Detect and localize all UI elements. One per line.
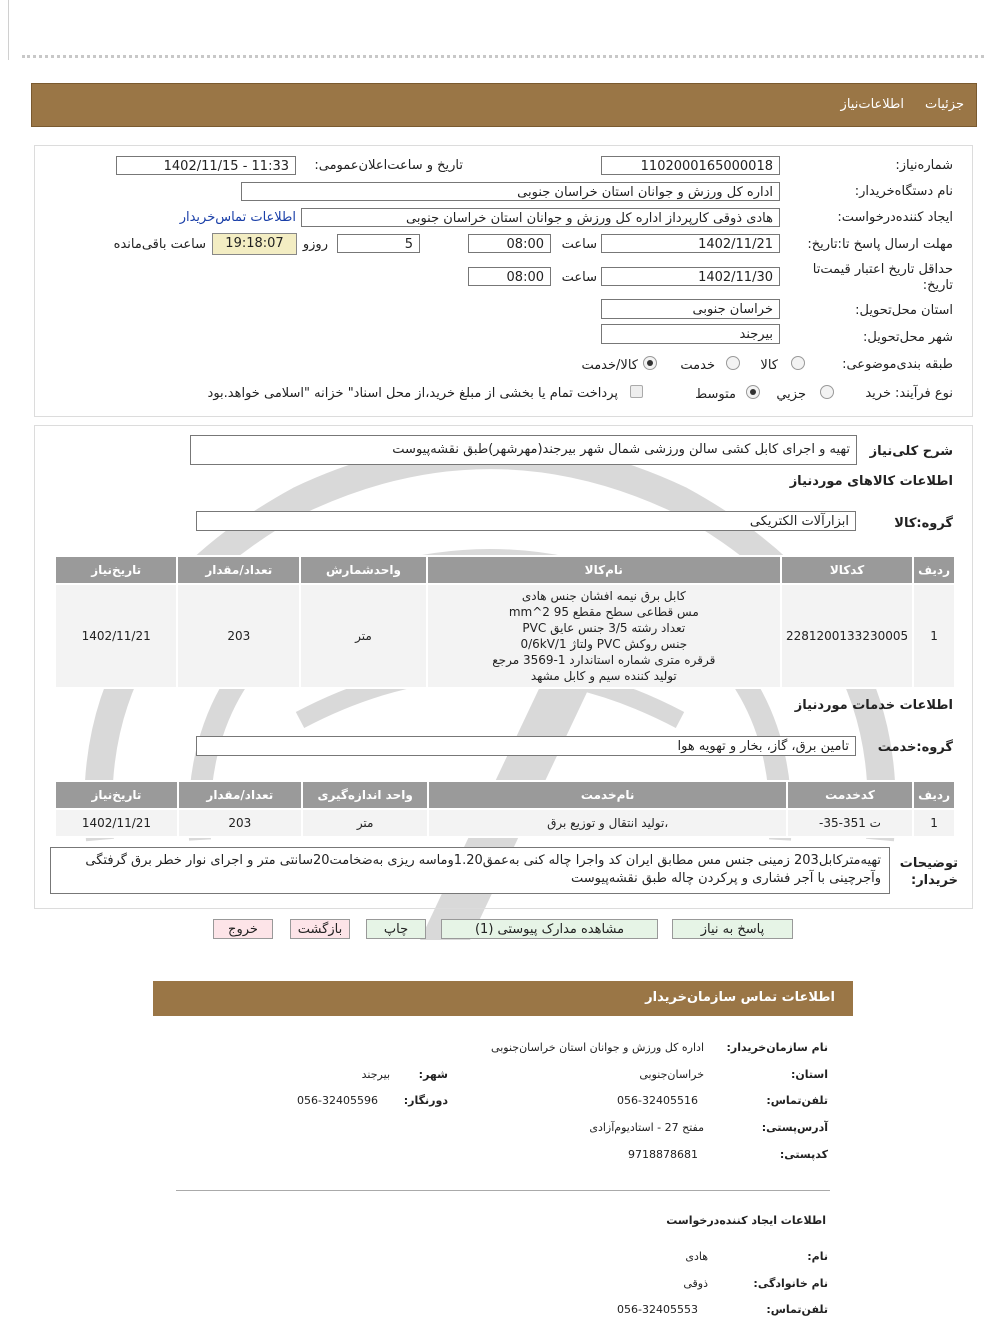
- province-field: خراسان جنوبی: [601, 299, 780, 319]
- header-bar: [31, 83, 977, 127]
- creator-label: ایجاد کننده‌درخواست:: [837, 210, 953, 225]
- row-index: 1: [914, 585, 954, 687]
- need-number-label: شماره‌نیاز:: [895, 158, 953, 173]
- goods-code: 2281200133230005: [782, 585, 912, 687]
- back-button[interactable]: بازگشت: [290, 919, 350, 939]
- service-code: ت 351-35-: [788, 810, 912, 836]
- table-row: [56, 585, 954, 687]
- contact-province-label: استان:: [791, 1068, 828, 1081]
- payment-note: پرداخت تمام یا بخشی از مبلغ خرید،از محل اسناد" خزانه "اسلامی خواهد.بود: [207, 386, 618, 401]
- price-validity-time-field: 08:00: [468, 267, 551, 286]
- summary-label: شرح کلی‌نیاز: [869, 444, 953, 459]
- creator-section-title: اطلاعات ایجاد کننده‌درخواست: [666, 1214, 826, 1227]
- goods-name-cell: [428, 585, 780, 687]
- radio-category-both[interactable]: [643, 356, 657, 370]
- creator-name-value: هادی: [685, 1250, 708, 1263]
- col-need-date: تاریخ‌نیاز: [56, 782, 177, 808]
- table-row: [56, 810, 954, 836]
- need-number-field: 1102000165000018: [601, 156, 780, 175]
- remaining-label: ساعت باقی‌مانده: [113, 237, 206, 252]
- print-button[interactable]: چاپ: [366, 919, 426, 939]
- service-group-field: تامین برق، گاز، بخار و تهویه هوا: [196, 736, 856, 756]
- process-buy-label: خرید: [865, 386, 891, 401]
- col-unit: واحد اندازه‌گیری: [303, 782, 428, 808]
- goods-table-header: [56, 557, 954, 583]
- exit-button[interactable]: خروج: [213, 919, 273, 939]
- tab-details[interactable]: جزئیات: [925, 97, 964, 112]
- contact-divider: [176, 1190, 830, 1191]
- deadline-time-label: ساعت: [561, 237, 597, 252]
- col-service-code: کدخدمت: [788, 782, 912, 808]
- cat-service-label: خدمت: [680, 358, 715, 373]
- col-qty: تعداد/مقدار: [179, 782, 301, 808]
- cat-both-label: کالا/خدمت: [581, 358, 638, 373]
- service-unit: متر: [303, 810, 428, 836]
- city-field: بیرجند: [601, 324, 780, 344]
- col-row: ردیف: [914, 782, 954, 808]
- contact-city-value: بیرجند: [361, 1068, 390, 1081]
- days-field: 5: [337, 234, 420, 253]
- buyer-org-field: اداره کل ورزش و جوانان استان خراسان جنوبی: [241, 182, 780, 201]
- goods-name-line: قرقره متری شماره استاندارد 1-3569 مرجع: [492, 653, 716, 667]
- reply-button[interactable]: پاسخ به نیاز: [672, 919, 793, 939]
- treasury-payment-checkbox[interactable]: [630, 385, 643, 398]
- creator-name-label: نام:: [807, 1250, 828, 1263]
- buyer-contact-link[interactable]: اطلاعات تماس‌خریدار: [179, 210, 296, 225]
- process-partial-label: جزیي: [776, 387, 806, 402]
- contact-phone-label: تلفن‌تماس:: [766, 1094, 828, 1107]
- goods-name-line: جنس روکش PVC ولتاژ 0/6kV/1: [520, 637, 688, 651]
- contact-province-value: خراسان‌جنوبی: [639, 1068, 704, 1081]
- province-label: استان محل‌تحویل:: [855, 303, 953, 318]
- service-group-label: گروه:خدمت: [877, 740, 953, 755]
- creator-phone-label: تلفن‌تماس:: [766, 1303, 828, 1316]
- contact-postal-value: 9718878681: [628, 1148, 698, 1161]
- col-service-name: نام‌خدمت: [429, 782, 785, 808]
- goods-name-line: تولید کننده سیم و کابل مشهد: [530, 669, 677, 683]
- price-validity-date-field: 1402/11/30: [601, 267, 780, 286]
- deadline-date-field: 1402/11/21: [601, 234, 780, 253]
- creator-family-label: نام خانوادگی:: [753, 1277, 828, 1290]
- col-qty: تعداد/مقدار: [178, 557, 299, 583]
- goods-table: [54, 555, 956, 689]
- announce-field: 1402/11/15 - 11:33: [116, 156, 296, 175]
- col-goods-name: نام‌کالا: [428, 557, 780, 583]
- contact-phone-value: 056-32405516: [617, 1094, 698, 1107]
- service-qty: 203: [179, 810, 301, 836]
- buyer-org-label: نام دستگاه‌خریدار:: [854, 184, 953, 199]
- radio-process-partial[interactable]: [820, 385, 834, 399]
- announce-label: تاریخ و ساعت‌اعلان‌عمومی:: [314, 158, 463, 173]
- radio-process-medium[interactable]: [746, 385, 760, 399]
- contact-city-label: شهر:: [418, 1068, 448, 1081]
- contact-fax-label: دورنگار:: [403, 1094, 448, 1107]
- contact-section-title: اطلاعات تماس سازمان‌خریدار: [645, 990, 835, 1005]
- view-attachments-button[interactable]: مشاهده مدارک پیوستی (1): [441, 919, 658, 939]
- radio-category-goods[interactable]: [791, 356, 805, 370]
- process-medium-label: متوسط: [695, 387, 736, 402]
- service-name: ،تولید انتقال و توزیع برق: [429, 810, 785, 836]
- price-validity-label: حداقل تاریخ اعتبار قیمت‌تا تاریخ:: [812, 262, 953, 293]
- goods-name-line: مس قطاعی سطح مقطع mm^2 95: [508, 605, 699, 619]
- service-need-date: 1402/11/21: [56, 810, 177, 836]
- days-label: روزو: [302, 237, 328, 252]
- col-unit: واحدشمارش: [301, 557, 425, 583]
- tab-need-info[interactable]: اطلاعات‌نیاز: [840, 97, 904, 112]
- process-label: نوع فرآیند:: [895, 386, 953, 401]
- creator-phone-value: 056-32405553: [617, 1303, 698, 1316]
- org-label: نام سازمان‌خریدار:: [726, 1041, 828, 1054]
- goods-group-field: ابزارآلات الکتریکی: [196, 511, 856, 531]
- col-row: ردیف: [914, 557, 954, 583]
- category-label: طبقه بندی‌موضوعی:: [842, 357, 953, 372]
- contact-address-label: آدرس‌پستی:: [761, 1121, 828, 1134]
- contact-fax-value: 056-32405596: [297, 1094, 378, 1107]
- goods-section-title: اطلاعات کالاهای موردنیاز: [789, 474, 953, 489]
- col-need-date: تاریخ‌نیاز: [56, 557, 176, 583]
- summary-field: تهیه و اجرای کابل کشی سالن ورزشی شمال شهر بیرجند(مهرشهر)طبق نقشه‌پیوست: [190, 435, 857, 465]
- cat-goods-label: کالا: [760, 358, 778, 373]
- goods-group-label: گروه:کالا: [894, 516, 953, 531]
- creator-family-value: ذوقی: [683, 1277, 708, 1290]
- creator-field: هادی ذوقی کارپرداز اداره کل ورزش و جوانان استان خراسان جنوبی: [301, 208, 780, 227]
- contact-section-bar: [153, 981, 853, 1016]
- contact-postal-label: کد‌پستی:: [779, 1148, 828, 1161]
- buyer-notes-field: تهیه‌مترکابل203 زمینی جنس مس مطابق ایران کد واجرا چاله کنی به‌عمق1.20وماسه ریزی به‌ضخامت20سانتی متر و اجرای نوار خطر برق گرفتگی وآجرچینی با آجر فشاری و پرکردن چاله طبق نقشه‌پیوست: [50, 847, 890, 894]
- goods-name-line: کابل برق نیمه افشان جنس هادی: [521, 589, 686, 603]
- goods-need-date: 1402/11/21: [56, 585, 176, 687]
- row-index: 1: [914, 810, 954, 836]
- price-validity-time-label: ساعت: [561, 270, 597, 285]
- org-value: اداره کل ورزش و جوانان استان خراسان‌جنوبی: [491, 1041, 704, 1054]
- remaining-timer: 19:18:07: [212, 233, 297, 255]
- buyer-notes-label: توضیحات خریدار:: [899, 856, 958, 888]
- col-goods-code: کدکالا: [782, 557, 912, 583]
- contact-address-value: مفتح 27 - استادیوم‌آزادی: [589, 1121, 704, 1134]
- goods-qty: 203: [178, 585, 299, 687]
- services-table-header: [56, 782, 954, 808]
- services-table: [54, 780, 956, 838]
- deadline-time-field: 08:00: [468, 234, 551, 253]
- services-section-title: اطلاعات خدمات موردنیاز: [794, 698, 953, 713]
- left-guide-line: [8, 0, 9, 60]
- top-dotted-divider: [22, 55, 984, 58]
- goods-name-line: تعداد رشته 3/5 جنس عایق PVC: [522, 621, 686, 635]
- deadline-label: مهلت ارسال پاسخ تا:تاریخ:: [807, 237, 953, 252]
- goods-unit: متر: [301, 585, 425, 687]
- city-label: شهر محل‌تحویل:: [863, 330, 953, 345]
- radio-category-service[interactable]: [726, 356, 740, 370]
